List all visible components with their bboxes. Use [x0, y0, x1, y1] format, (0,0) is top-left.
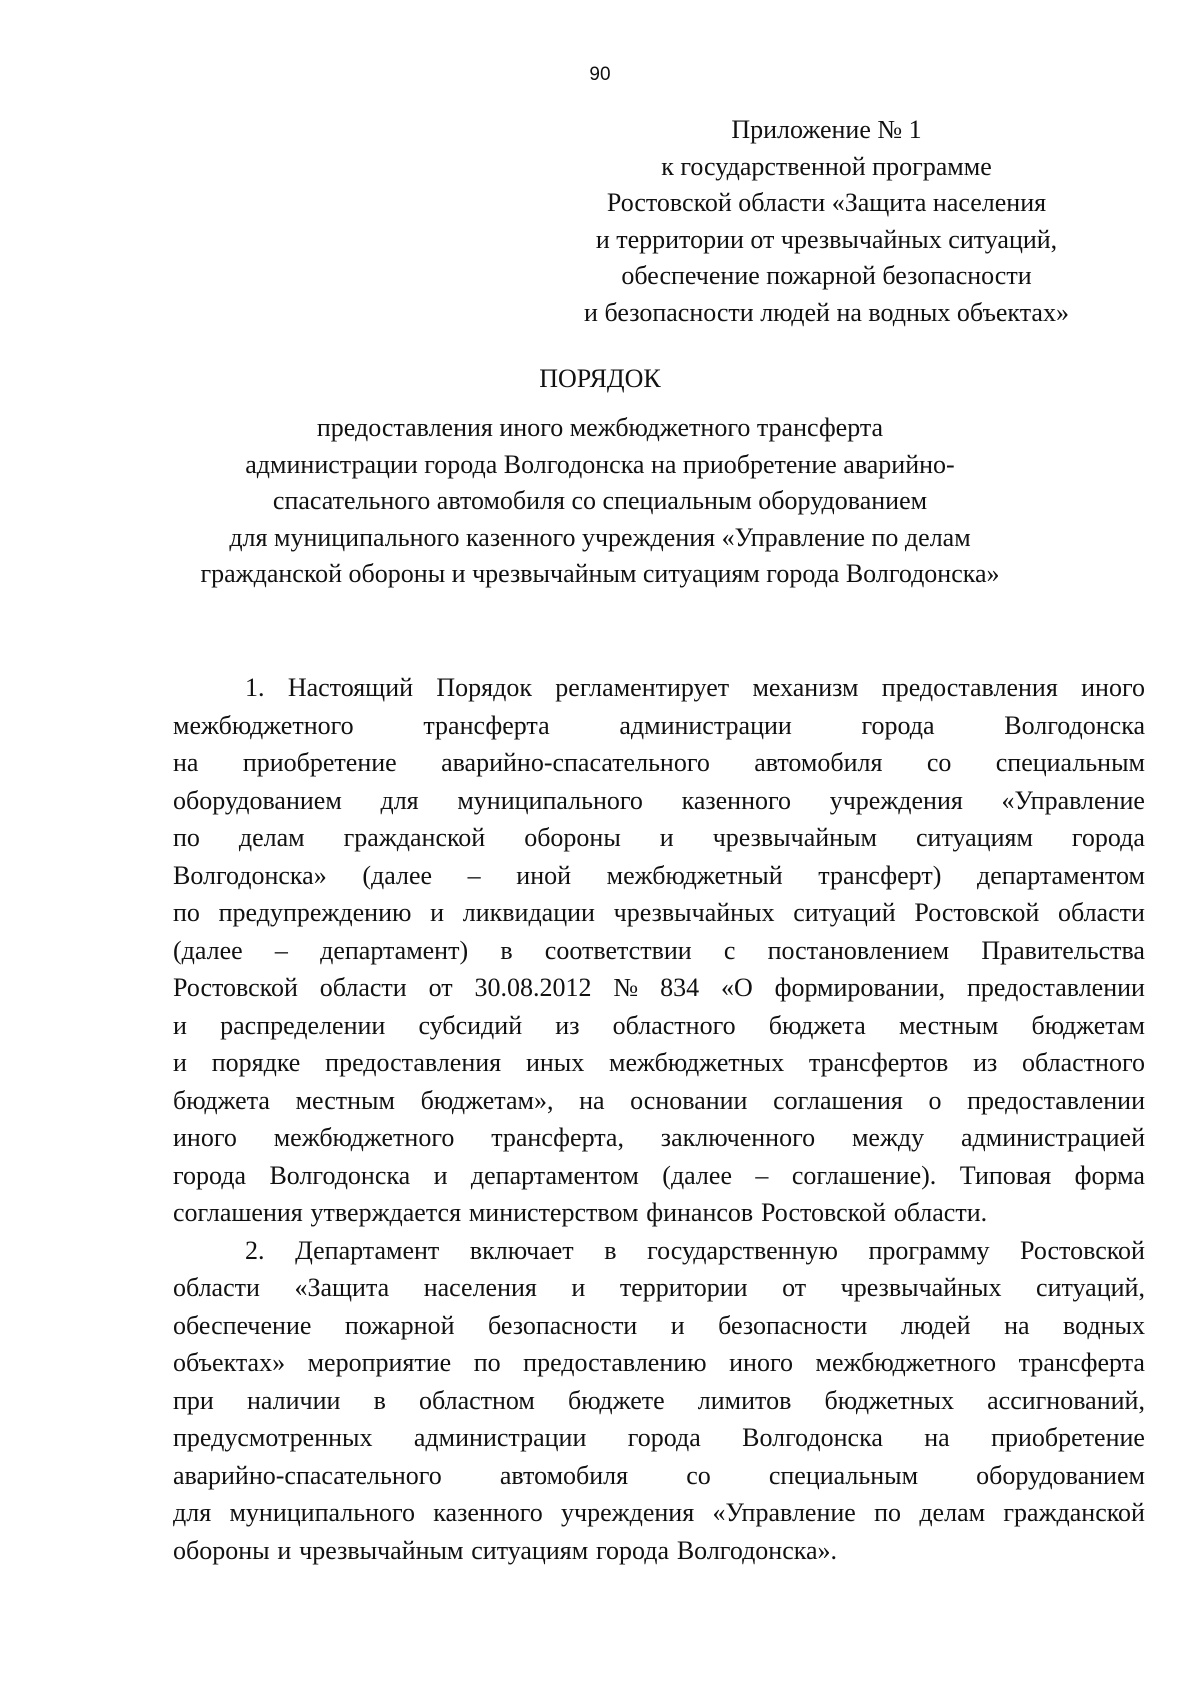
appendix-line: Ростовской области «Защита населения [606, 188, 1047, 218]
word: областном [419, 1385, 535, 1415]
appendix-line: и территории от чрезвычайных ситуаций, [595, 224, 1058, 254]
paragraph-line [173, 1269, 1145, 1307]
paragraph-line [173, 1382, 1145, 1420]
word: «Управление [1001, 785, 1145, 815]
word: казенного [681, 785, 792, 815]
word: трансферта, [491, 1123, 624, 1152]
word: межбюджетного [173, 710, 354, 740]
paragraph-line [173, 1157, 1145, 1195]
word: Волгодонска [269, 1160, 411, 1190]
subtitle-line: для муниципального казенного учреждения «Управление по делам [229, 522, 971, 552]
word: иной [516, 860, 572, 890]
word: 834 [660, 973, 700, 1002]
word: программу [868, 1235, 990, 1265]
word: соглашение). [791, 1160, 937, 1190]
word: обороны [173, 1535, 270, 1565]
word: областного [1022, 1048, 1145, 1077]
word: и [571, 1273, 586, 1302]
word: делам [919, 1498, 986, 1527]
paragraph-line [173, 969, 1145, 1007]
word: аварийно-спасательного [173, 1460, 442, 1490]
word: министерством [468, 1198, 639, 1227]
word: и [277, 1535, 292, 1565]
word: бюджетам [1031, 1010, 1145, 1040]
paragraph-line [173, 744, 1145, 782]
word: на [924, 1423, 950, 1452]
word: делам [238, 823, 305, 852]
word: города [861, 710, 935, 740]
word: из [973, 1048, 998, 1077]
subtitle-line: спасательного автомобиля со специальным оборудованием [272, 486, 928, 516]
word: № [613, 973, 639, 1002]
word: города [595, 1535, 670, 1565]
word: для [173, 1498, 212, 1527]
word: – [755, 1160, 769, 1190]
word: предоставления [881, 673, 1058, 702]
word: иного [729, 1348, 793, 1377]
word: приобретение [242, 748, 397, 777]
word: Типовая [959, 1160, 1052, 1190]
word: ассигнований, [987, 1385, 1145, 1415]
word: между [851, 1123, 925, 1152]
word: и [670, 1310, 685, 1340]
word: ликвидации [462, 898, 595, 927]
document-subtitle [0, 410, 1200, 593]
word: Ростовской [173, 973, 298, 1002]
word: населения [423, 1273, 537, 1302]
word: 30.08.2012 [474, 973, 592, 1002]
word: обороны [524, 823, 621, 852]
word: администрацией [960, 1123, 1145, 1152]
word: города [627, 1423, 701, 1452]
word: муниципального [457, 785, 643, 815]
word: и [173, 1048, 187, 1077]
word: иного [173, 1123, 237, 1152]
word: бюджетам», [420, 1085, 554, 1115]
word: межбюджетный [606, 860, 783, 890]
word: распределении [220, 1010, 386, 1040]
word: порядке [211, 1048, 301, 1077]
word: гражданской [1003, 1498, 1145, 1527]
word: людей [900, 1310, 971, 1340]
word: утверждается [310, 1198, 462, 1227]
word: Ростовской [914, 898, 1040, 927]
appendix-header [560, 112, 1093, 332]
word: финансов [646, 1198, 754, 1227]
word: «Управление [712, 1498, 856, 1527]
word: по [874, 1498, 902, 1527]
paragraph-line [173, 1532, 1145, 1570]
word: чрезвычайным [299, 1535, 464, 1565]
word: департамент) [320, 935, 469, 965]
word: местным [898, 1010, 999, 1040]
word: и [433, 1160, 448, 1190]
word: соглашения [773, 1085, 903, 1115]
word: и [430, 898, 445, 927]
subtitle-line: администрации города Волгодонска на приобретение аварийно- [245, 449, 955, 479]
word: водных [1063, 1310, 1145, 1340]
paragraph-line [173, 1419, 1145, 1457]
word: Настоящий [287, 673, 414, 702]
paragraph-line [173, 894, 1145, 932]
word: предоставления [325, 1048, 502, 1077]
paragraph-line [173, 1194, 1145, 1232]
word: и [173, 1010, 187, 1040]
word: иного [1081, 673, 1145, 702]
word: в [500, 935, 513, 965]
word: города [173, 1160, 247, 1190]
word: при [173, 1385, 214, 1415]
word: иных [525, 1048, 585, 1077]
word: территории [619, 1273, 748, 1302]
word: местным [295, 1085, 395, 1115]
word: для [380, 785, 419, 815]
word: аварийно-спасательного [441, 748, 710, 777]
paragraph-line [173, 932, 1145, 970]
word: объектах» [173, 1348, 286, 1377]
word: на [1004, 1310, 1030, 1340]
paragraph [173, 669, 1145, 1232]
word: «О [720, 973, 753, 1002]
word: Ростовской [1020, 1235, 1145, 1265]
word: со [686, 1460, 711, 1490]
word: приобретение [991, 1423, 1145, 1452]
word: муниципального [229, 1498, 416, 1527]
subtitle-line: гражданской обороны и чрезвычайным ситуациям города Волгодонска» [200, 559, 1000, 589]
word: от [428, 973, 453, 1002]
appendix-line: и безопасности людей на водных объектах» [584, 297, 1069, 327]
word: 2. [245, 1235, 265, 1265]
word: трансферта [423, 710, 550, 740]
word: автомобиля [499, 1460, 629, 1490]
paragraph-line [173, 1307, 1145, 1345]
word: ситуациям [471, 1535, 589, 1565]
word: по [173, 823, 200, 852]
paragraph-line [173, 707, 1145, 745]
word: от [782, 1273, 807, 1302]
paragraph-line [173, 669, 1145, 707]
word: – [274, 935, 288, 965]
word: безопасности [718, 1310, 868, 1340]
word: трансферта [1018, 1348, 1145, 1377]
word: на [173, 748, 199, 777]
word: – [467, 860, 481, 890]
word: учреждения [561, 1498, 695, 1527]
word: области [173, 1273, 260, 1302]
word: формировании, [774, 973, 946, 1002]
word: Порядок [436, 673, 532, 702]
word: предоставлению [523, 1348, 707, 1377]
word: соглашения [173, 1198, 303, 1227]
word: включает [469, 1235, 574, 1265]
subtitle-line: предоставления иного межбюджетного трансферта [316, 413, 884, 442]
appendix-line: к государственной программе [661, 151, 992, 181]
word: межбюджетного [815, 1348, 997, 1377]
word: ситуаций [793, 898, 896, 927]
word: форма [1074, 1160, 1145, 1190]
word: регламентирует [555, 673, 730, 702]
word: области. [893, 1198, 988, 1227]
word: чрезвычайным [712, 823, 878, 852]
word: (далее [362, 860, 433, 890]
paragraph-line [173, 819, 1145, 857]
word: и [659, 823, 674, 852]
word: со [926, 748, 952, 777]
word: наличии [246, 1385, 341, 1415]
word: предусмотренных [173, 1423, 373, 1452]
word: казенного [433, 1498, 543, 1527]
word: гражданской [343, 823, 486, 852]
word: трансферт) [818, 860, 942, 890]
word: субсидий [418, 1010, 523, 1040]
word: государственную [647, 1235, 838, 1265]
word: межбюджетного [273, 1123, 455, 1152]
word: (далее [173, 935, 243, 965]
word: Департамент [295, 1235, 440, 1265]
word: бюджетных [824, 1385, 954, 1415]
word: на [579, 1085, 605, 1115]
word: чрезвычайных [840, 1273, 1002, 1302]
word: «Защита [294, 1273, 390, 1302]
word: департаментом [976, 860, 1145, 890]
word: области [319, 973, 407, 1002]
word: с [723, 935, 736, 965]
word: администрации [413, 1423, 587, 1452]
word: в [604, 1235, 617, 1265]
word: оборудованием [173, 785, 342, 815]
paragraph-line [173, 1044, 1145, 1082]
word: ситуаций, [1036, 1273, 1145, 1302]
document-body [173, 669, 1145, 1569]
word: города [1071, 823, 1145, 852]
word: Волгодонска [742, 1423, 883, 1452]
word: межбюджетных [609, 1048, 785, 1077]
word: пожарной [344, 1310, 455, 1340]
word: безопасности [487, 1310, 638, 1340]
paragraph-line [173, 1082, 1145, 1120]
paragraph-line [173, 1119, 1145, 1157]
paragraph [173, 1232, 1145, 1570]
paragraph-line [173, 1007, 1145, 1045]
word: администрации [619, 710, 792, 740]
paragraph-line [173, 1494, 1145, 1532]
paragraph-line [173, 782, 1145, 820]
word: в [373, 1385, 386, 1415]
paragraph-line [173, 1457, 1145, 1495]
word: департаментом [470, 1160, 639, 1190]
word: оборудованием [976, 1460, 1145, 1490]
word: заключенного [660, 1123, 816, 1152]
page-number: 90 [589, 64, 611, 85]
word: бюджета [768, 1010, 866, 1040]
word: области [1058, 898, 1145, 927]
paragraph-line [173, 1232, 1145, 1270]
word: о [928, 1085, 942, 1115]
word: из [555, 1010, 580, 1040]
appendix-line: Приложение № 1 [731, 115, 922, 144]
word: областного [612, 1010, 736, 1040]
appendix-line: обеспечение пожарной безопасности [621, 261, 1032, 291]
word: мероприятие [307, 1348, 452, 1377]
word: предупреждению [218, 898, 412, 927]
word: специальным [995, 748, 1145, 777]
paragraph-line [173, 1344, 1145, 1382]
word: чрезвычайных [613, 898, 775, 927]
word: лимитов [697, 1385, 792, 1415]
word: специальным [768, 1460, 919, 1490]
word: основании [630, 1085, 748, 1115]
word: по [173, 898, 200, 927]
word: постановлением [767, 935, 950, 965]
document-title: ПОРЯДОК [539, 364, 661, 393]
word: по [473, 1348, 501, 1377]
word: обеспечение [173, 1310, 312, 1340]
word: Волгодонска». [676, 1535, 838, 1565]
word: учреждения [829, 785, 963, 815]
word: (далее [662, 1160, 732, 1190]
word: 1. [245, 673, 265, 702]
word: ситуациям [915, 823, 1033, 852]
word: механизм [752, 673, 859, 702]
word: предоставлении [967, 973, 1145, 1002]
paragraph-line [173, 857, 1145, 895]
word: бюджета [173, 1085, 270, 1115]
word: трансфертов [808, 1048, 949, 1077]
word: бюджете [568, 1385, 665, 1415]
word: Волгодонска [1004, 710, 1145, 740]
word: Волгодонска» [173, 860, 327, 890]
word: Ростовской [760, 1198, 886, 1227]
word: автомобиля [754, 748, 883, 777]
word: Правительства [981, 935, 1145, 965]
word: соответствии [544, 935, 692, 965]
word: предоставлении [967, 1085, 1145, 1115]
